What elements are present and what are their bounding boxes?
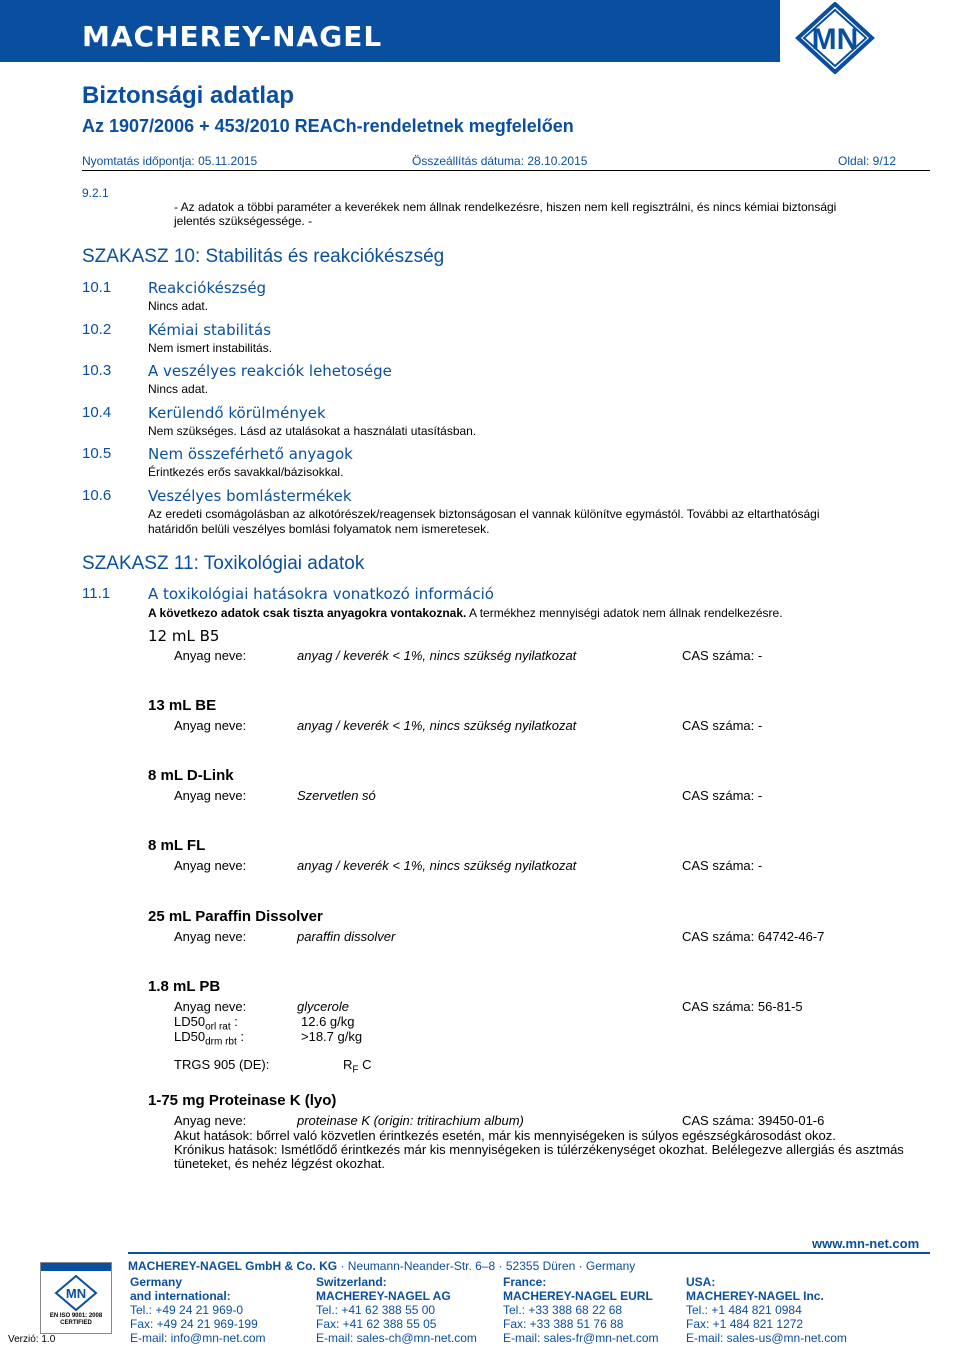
document-title: Biztonsági adatlap	[82, 82, 295, 109]
subsection-number: 10.1	[82, 279, 112, 296]
subsection-text: Érintkezés erős savakkal/bázisokkal.	[148, 465, 344, 479]
company-name: MACHEREY-NAGEL GmbH & Co. KG	[128, 1259, 338, 1273]
substance-value: anyag / keverék < 1%, nincs szükség nyilatkozat	[297, 858, 577, 873]
subsection-title: Veszélyes bomlástermékek	[148, 487, 352, 505]
substance-value: proteinase K (origin: tritirachium album)	[297, 1113, 524, 1128]
intro-text	[148, 606, 783, 620]
subsection-number: 10.6	[82, 487, 112, 504]
ld50-base: LD50	[174, 1014, 206, 1029]
ld50-colon: :	[240, 1029, 244, 1044]
subsection-title: Reakciókészség	[148, 279, 267, 297]
product-name: 1-75 mg Proteinase K (lyo)	[148, 1092, 337, 1109]
footer-subheading: MACHEREY-NAGEL AG	[316, 1289, 451, 1303]
note-text: Akut hatások: bőrrel való közvetlen érintkezés esetén, már kis mennyiségeken is súlyos egészségkárosodást okoz.	[174, 1128, 836, 1143]
footer-tel: Tel.: +41 62 388 55 00	[316, 1303, 436, 1317]
ld50-base: LD50	[174, 1029, 206, 1044]
footer-email[interactable]: E-mail: sales-us@mn-net.com	[686, 1331, 847, 1345]
footer-column	[130, 1275, 266, 1345]
header-divider	[82, 170, 930, 171]
substance-label: Anyag neve:	[174, 858, 247, 873]
footer-subheading: and international:	[130, 1289, 231, 1303]
ld50-sub: drm rbt	[205, 1036, 237, 1048]
subsection-text: Nincs adat.	[148, 299, 209, 313]
section-heading: SZAKASZ 11: Toxikológiai adatok	[82, 553, 365, 574]
footer-heading: USA:	[686, 1275, 716, 1289]
ld50-value: 12.6 g/kg	[301, 1014, 355, 1029]
substance-value: anyag / keverék < 1%, nincs szükség nyilatkozat	[297, 648, 577, 663]
cas-number: CAS száma: -	[682, 648, 763, 663]
product-name: 12 mL B5	[148, 627, 220, 645]
mn-logo-icon	[776, 2, 894, 74]
iso-certificate	[40, 1262, 112, 1334]
cas-number: CAS száma: 64742-46-7	[682, 929, 825, 944]
trgs-base: R	[343, 1057, 353, 1072]
footer-fax: Fax: +41 62 388 55 05	[316, 1317, 437, 1331]
footer-fax: Fax: +49 24 21 969-199	[130, 1317, 258, 1331]
subsection-number: 10.3	[82, 362, 112, 379]
footer-subheading: MACHEREY-NAGEL Inc.	[686, 1289, 824, 1303]
section-text: - Az adatok a többi paraméter a keverékek nem állnak rendelkezésre, hiszen nem kell regisztrálni, és nincs kémiai biztonsági	[174, 200, 837, 214]
trgs-rest: C	[358, 1057, 372, 1072]
subsection-title: Nem összeférhető anyagok	[148, 445, 353, 463]
company-address: · Neumann-Neander-Str. 6–8 · 52355 Düren · Germany	[337, 1259, 636, 1273]
substance-label: Anyag neve:	[174, 999, 247, 1014]
subsection-title: A toxikológiai hatásokra vonatkozó információ	[148, 585, 494, 603]
ld50-sub: orl rat	[205, 1021, 231, 1033]
footer-email[interactable]: E-mail: sales-ch@mn-net.com	[316, 1331, 477, 1345]
subsection-text: Nem szükséges. Lásd az utalásokat a használati utasításban.	[148, 424, 477, 438]
subsection-text: határidőn belüli veszélyes bomlási folyamatok nem ismeretesek.	[148, 522, 490, 536]
substance-value: glycerole	[297, 999, 350, 1014]
footer-subheading: MACHEREY-NAGEL EURL	[503, 1289, 653, 1303]
footer-heading: Switzerland:	[316, 1275, 387, 1289]
intro-rest: A termékhez mennyiségi adatok nem állnak rendelkezésre.	[466, 606, 783, 620]
version-label: Verzió: 1.0	[8, 1334, 56, 1345]
product-name: 1.8 mL PB	[148, 978, 221, 995]
company-line	[128, 1259, 635, 1273]
footer-divider	[128, 1252, 930, 1254]
iso-text: EN ISO 9001: 2008 CERTIFIED	[49, 1313, 103, 1326]
subsection-text: Nem ismert instabilitás.	[148, 341, 273, 355]
product-name: 8 mL D-Link	[148, 767, 234, 784]
footer-email[interactable]: E-mail: sales-fr@mn-net.com	[503, 1331, 659, 1345]
print-date: Nyomtatás időpontja: 05.11.2015	[82, 154, 258, 168]
cas-number: CAS száma: -	[682, 788, 763, 803]
note-text: Krónikus hatások: Ismétlődő érintkezés már kis mennyiségeken is túlérzékenységet okozhat. Belélegezve allergiás és asztmás	[174, 1142, 904, 1157]
iso-logo-text: MN	[65, 1286, 87, 1301]
footer-email[interactable]: E-mail: info@mn-net.com	[130, 1331, 266, 1345]
section-number: 9.2.1	[82, 186, 109, 200]
website-link[interactable]: www.mn-net.com	[812, 1236, 920, 1251]
substance-value: paraffin dissolver	[297, 929, 396, 944]
substance-label: Anyag neve:	[174, 718, 247, 733]
subsection-number: 11.1	[82, 585, 111, 602]
cas-number: CAS száma: -	[682, 858, 763, 873]
brand-name: MACHEREY-NAGEL	[82, 20, 383, 53]
footer-tel: Tel.: +49 24 21 969-0	[130, 1303, 244, 1317]
subsection-title: Kémiai stabilitás	[148, 321, 272, 339]
cas-number: CAS száma: 56-81-5	[682, 999, 803, 1014]
product-name: 8 mL FL	[148, 837, 206, 854]
trgs-label: TRGS 905 (DE):	[174, 1057, 270, 1072]
footer-tel: Tel.: +33 388 68 22 68	[503, 1303, 623, 1317]
product-name: 13 mL BE	[148, 697, 217, 714]
ld50-label	[174, 1029, 244, 1048]
subsection-text: Az eredeti csomágolásban az alkotórészek/reagensek biztonságosan el vannak különítve egymástól. További az eltarthatósági	[148, 507, 820, 521]
logo-text: MN	[811, 23, 859, 56]
note-text: tüneteket, és nehéz légzést okozhat.	[174, 1156, 386, 1171]
substance-label: Anyag neve:	[174, 648, 247, 663]
footer-column	[686, 1275, 847, 1345]
iso-logo-icon	[54, 1275, 98, 1311]
page-number: Oldal: 9/12	[838, 154, 897, 168]
trgs-sub: F	[352, 1064, 359, 1076]
substance-label: Anyag neve:	[174, 929, 247, 944]
compile-date: Összeállítás dátuma: 28.10.2015	[412, 154, 588, 168]
section-heading: SZAKASZ 10: Stabilitás és reakciókészség	[82, 246, 445, 267]
product-name: 25 mL Paraffin Dissolver	[148, 908, 323, 925]
subsection-text: Nincs adat.	[148, 382, 209, 396]
ld50-value: >18.7 g/kg	[301, 1029, 363, 1044]
substance-label: Anyag neve:	[174, 1113, 247, 1128]
footer-fax: Fax: +1 484 821 1272	[686, 1317, 804, 1331]
subsection-title: Kerülendő körülmények	[148, 404, 326, 422]
cas-number: CAS száma: -	[682, 718, 763, 733]
footer-column	[316, 1275, 477, 1345]
footer-heading: France:	[503, 1275, 547, 1289]
subsection-number: 10.2	[82, 321, 112, 338]
substance-value: Szervetlen só	[297, 788, 376, 803]
substance-label: Anyag neve:	[174, 788, 247, 803]
footer-tel: Tel.: +1 484 821 0984	[686, 1303, 802, 1317]
subsection-number: 10.4	[82, 404, 112, 421]
section-text: jelentés szükségessége. -	[174, 214, 313, 228]
subsection-title: A veszélyes reakciók lehetosége	[148, 362, 392, 380]
cas-number: CAS száma: 39450-01-6	[682, 1113, 825, 1128]
trgs-value	[343, 1057, 372, 1076]
document-subtitle: Az 1907/2006 + 453/2010 REACh-rendeletnek megfelelően	[82, 116, 574, 136]
subsection-number: 10.5	[82, 445, 112, 462]
substance-value: anyag / keverék < 1%, nincs szükség nyilatkozat	[297, 718, 577, 733]
footer-heading: Germany	[130, 1275, 183, 1289]
footer-column	[503, 1275, 659, 1345]
ld50-colon: :	[234, 1014, 238, 1029]
intro-bold: A következo adatok csak tiszta anyagokra vontakoznak.	[148, 606, 467, 620]
footer-fax: Fax: +33 388 51 76 88	[503, 1317, 624, 1331]
